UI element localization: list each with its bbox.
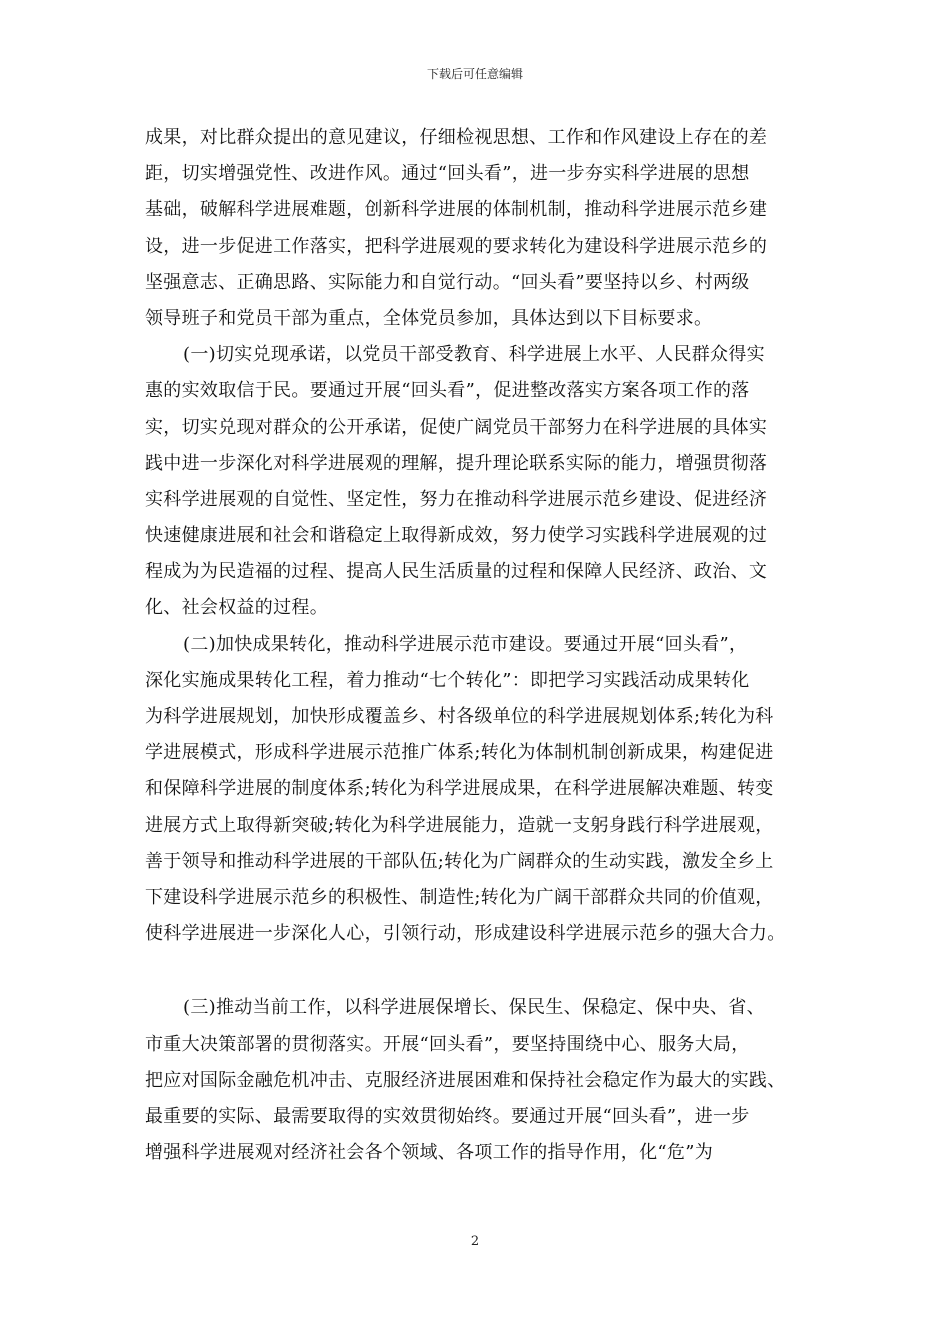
page-header: 下载后可任意编辑: [426, 67, 523, 81]
text-line: (二)加快成果转化，推动科学进展示范市建设。要通过开展“回头看”，: [183, 633, 748, 655]
text-line: 和保障科学进展的制度体系;转化为科学进展成果，在科学进展解决难题、转变: [145, 778, 774, 800]
text-line: 市重大决策部署的贯彻落实。开展“回头看”，要坚持围绕中心、服务大局，: [145, 1033, 750, 1055]
text-line: 实科学进展观的自觉性、坚定性，努力在推动科学进展示范乡建设、促进经济: [145, 488, 768, 510]
paragraph-gap: [145, 952, 805, 990]
text-line: 进展方式上取得新突破;转化为科学进展能力，造就一支躬身践行科学进展观，: [145, 814, 774, 836]
text-line: 深化实施成果转化工程，着力推动“七个转化”：即把学习实践活动成果转化: [145, 669, 750, 691]
paragraph: [145, 627, 805, 953]
text-line: 距，切实增强党性、改进作风。通过“回头看”，进一步夯实科学进展的思想: [145, 163, 750, 185]
text-line: 把应对国际金融危机冲击、克服经济进展困难和保持社会稳定作为最大的实践、: [145, 1069, 786, 1091]
text-line: 成果，对比群众提出的意见建议，仔细检视思想、工作和作风建设上存在的差: [145, 127, 768, 148]
text-line: 实，切实兑现对群众的公开承诺，促使广阔党员干部努力在科学进展的具体实: [145, 416, 768, 438]
text-line: 坚强意志、正确思路、实际能力和自觉行动。“回头看”要坚持以乡、村两级: [145, 271, 750, 293]
text-line: (三)推动当前工作，以科学进展保增长、保民生、保稳定、保中央、省、: [183, 997, 765, 1019]
text-line: 领导班子和党员干部为重点，全体党员参加，具体达到以下目标要求。: [145, 307, 713, 329]
page-number: 2: [470, 1234, 480, 1249]
text-line: 化、社会权益的过程。: [145, 597, 328, 619]
text-line: 学进展模式，形成科学进展示范推广体系;转化为体制机制创新成果，构建促进: [145, 742, 774, 764]
text-line: 最重要的实际、最需要取得的实效贯彻始终。要通过开展“回头看”，进一步: [145, 1105, 750, 1127]
text-line: 善于领导和推动科学进展的干部队伍;转化为广阔群众的生动实践，激发全乡上: [145, 850, 774, 872]
text-line: 快速健康进展和社会和谐稳定上取得新成效，努力使学习实践科学进展观的过: [145, 525, 768, 547]
paragraph: [145, 990, 805, 1171]
paragraph: [145, 337, 805, 627]
text-line: 践中进一步深化对科学进展观的理解，提升理论联系实际的能力，增强贯彻落: [145, 452, 768, 474]
text-line: 基础，破解科学进展难题，创新科学进展的体制机制，推动科学进展示范乡建: [145, 199, 768, 221]
text-line: 增强科学进展观对经济社会各个领域、各项工作的指导作用，化“危”为: [145, 1142, 714, 1164]
text-line: 程成为为民造福的过程、提高人民生活质量的过程和保障人民经济、政治、文: [145, 561, 768, 583]
text-line: (一)切实兑现承诺，以党员干部受教育、科学进展上水平、人民群众得实: [183, 344, 765, 366]
text-line: 设，进一步促进工作落实，把科学进展观的要求转化为建设科学进展示范乡的: [145, 235, 768, 257]
text-line: 使科学进展进一步深化人心，引领行动，形成建设科学进展示范乡的强大合力。: [145, 923, 786, 945]
text-line: 下建设科学进展示范乡的积极性、制造性;转化为广阔干部群众共同的价值观，: [145, 886, 774, 908]
document-body: [145, 120, 805, 1171]
text-line: 为科学进展规划，加快形成覆盖乡、村各级单位的科学进展规划体系;转化为科: [145, 706, 774, 727]
paragraph: [145, 120, 805, 337]
text-line: 惠的实效取信于民。要通过开展“回头看”，促进整改落实方案各项工作的落: [145, 380, 750, 402]
